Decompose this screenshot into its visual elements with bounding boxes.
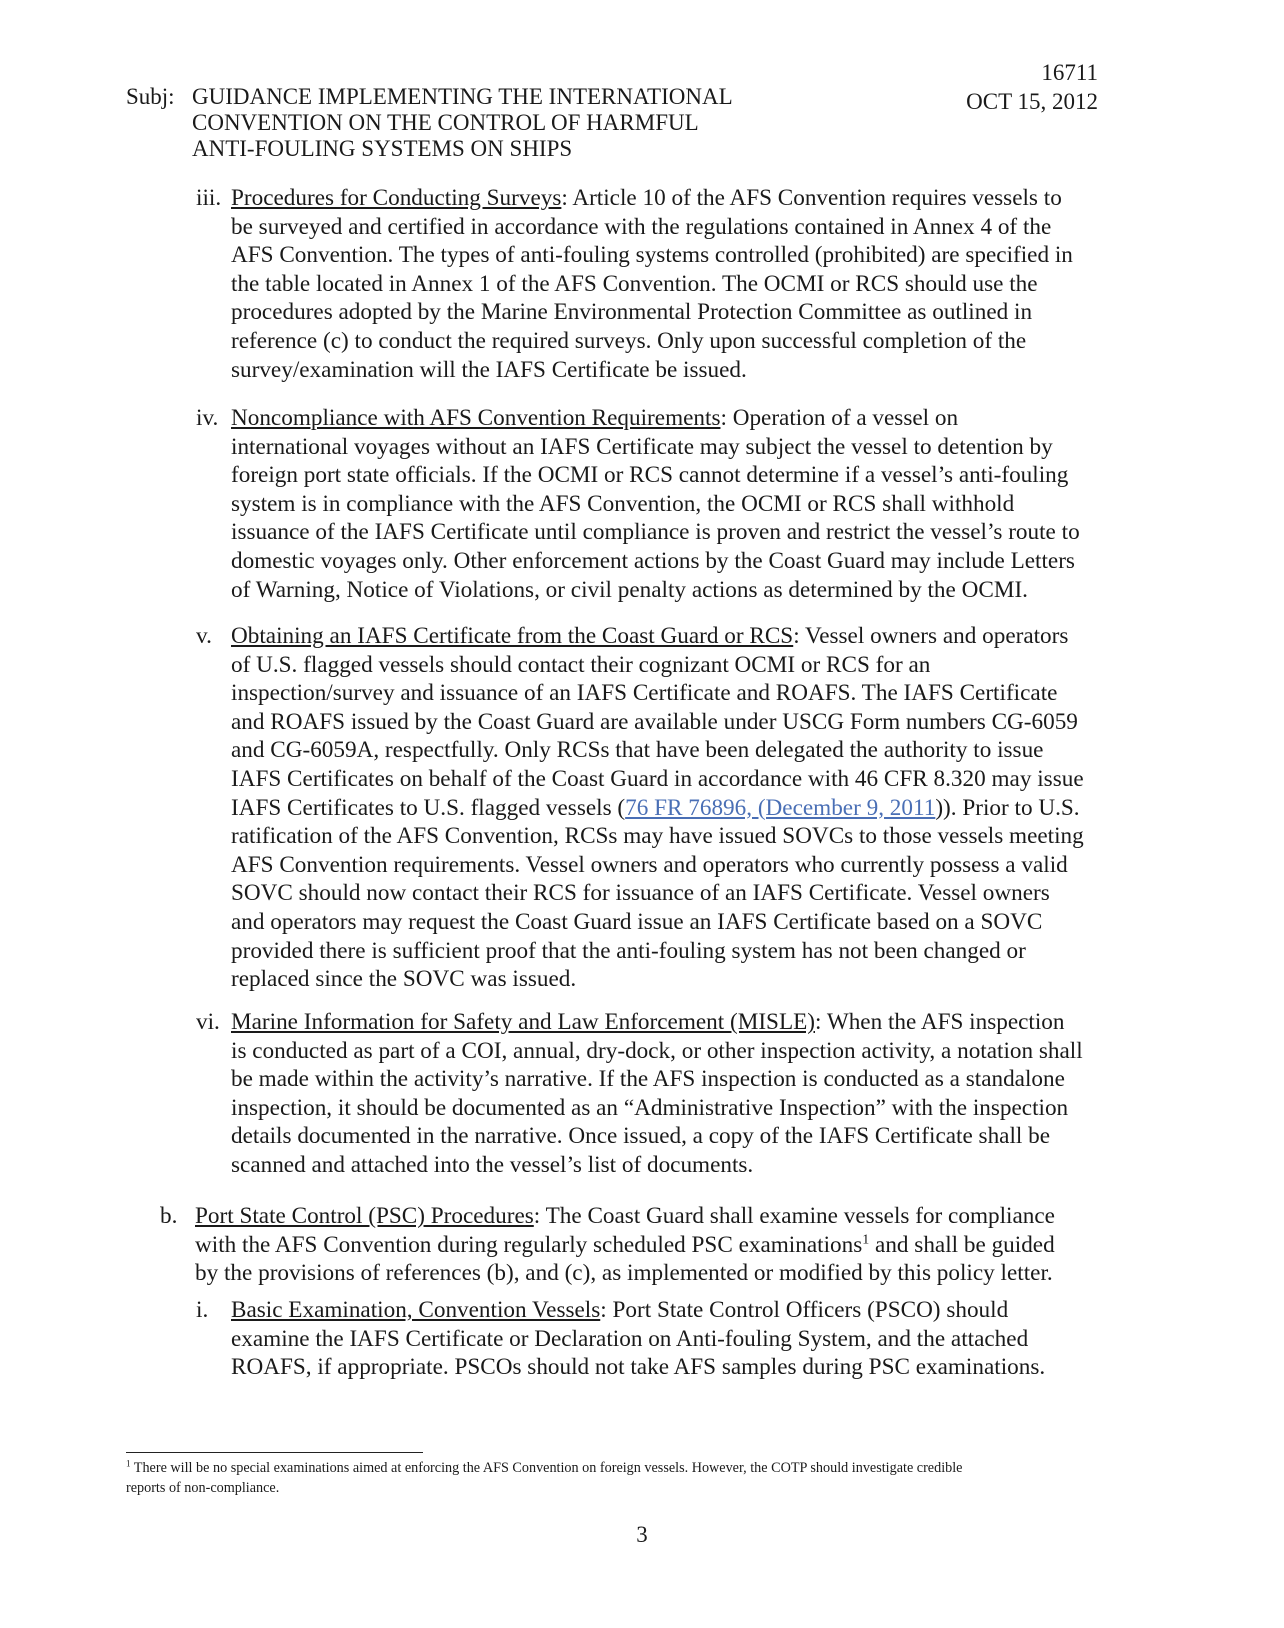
- section-heading: Noncompliance with AFS Convention Requirements: [231, 405, 721, 431]
- footnote: $^1$ There will be no special examinations aimed at enforcing the AFS Convention on foreign vessels. However, the COTP should investigate credible reports of non-compliance.: [126, 1458, 963, 1496]
- section-marker: i.: [196, 1297, 209, 1323]
- section-body: Procedures for Conducting Surveys: Article 10 of the AFS Convention requires vessels to be surveyed and certified in accordance with the regulations contained in Annex 4 of the AFS Convention. The types of anti-fouling systems controlled (prohibited) are specified in the table located in Annex 1 of the AFS Convention. The OCMI or RCS should use the procedures adopted by the Marine Environmental Protection Committee as outlined in reference (c) to conduct the required surveys. Only upon successful completion of the survey/examination will the IAFS Certificate be issued.: [231, 185, 1073, 383]
- header-right: [966, 58, 1098, 116]
- section-body: Port State Control (PSC) Procedures: The Coast Guard shall examine vessels for compliance with the AFS Convention during regularly scheduled PSC examinations$^1$ and shall be guided by the provisions of references (b), and (c), as implemented or modified by this policy letter.: [195, 1203, 1055, 1287]
- section-heading: Marine Information for Safety and Law Enforcement (MISLE): [231, 1009, 815, 1035]
- footnote-divider: [126, 1452, 423, 1453]
- section-marker: v.: [196, 623, 212, 649]
- subject-label: Subj:: [126, 84, 175, 109]
- page-number: 3: [636, 1522, 648, 1547]
- document-date: OCT 15, 2012: [966, 89, 1098, 114]
- section-body: Basic Examination, Convention Vessels: Port State Control Officers (PSCO) should examine the IAFS Certificate or Declaration on Anti-fouling System, and the attached ROAFS, if appropriate. PSCOs should not take AFS samples during PSC examinations.: [231, 1297, 1046, 1381]
- subject-line: CONVENTION ON THE CONTROL OF HARMFUL: [192, 110, 699, 135]
- section-heading: Procedures for Conducting Surveys: [231, 185, 562, 211]
- subject-line: ANTI-FOULING SYSTEMS ON SHIPS: [192, 136, 573, 161]
- section-body: Noncompliance with AFS Convention Requirements: Operation of a vessel on international voyages without an IAFS Certificate may subject the vessel to detention by foreign port state officials. If the OCMI or RCS cannot determine if a vessel’s anti-fouling system is in compliance with the AFS Convention, the OCMI or RCS shall withhold issuance of the IAFS Certificate until compliance is proven and restrict the vessel’s route to domestic voyages only. Other enforcement actions by the Coast Guard may include Letters of Warning, Notice of Violations, or civil penalty actions as determined by the OCMI.: [231, 405, 1080, 603]
- section-body: Obtaining an IAFS Certificate from the Coast Guard or RCS: Vessel owners and operators of U.S. flagged vessels should contact their cognizant OCMI or RCS for an inspection/survey and issuance of an IAFS Certificate and ROAFS. The IAFS Certificate and ROAFS issued by the Coast Guard are available under USCG Form numbers CG-6059 and CG-6059A, respectfully. Only RCSs that have been delegated the authority to issue IAFS Certificates on behalf of the Coast Guard in accordance with 46 CFR 8.320 may issue IAFS Certificates to U.S. flagged vessels (76 FR 76896, (December 9, 2011)). Prior to U.S. ratification of the AFS Convention, RCSs may have issued SOVCs to those vessels meeting AFS Convention requirements. Vessel owners and operators who currently possess a valid SOVC should now contact their RCS for issuance of an IAFS Certificate. Vessel owners and operators may request the Coast Guard issue an IAFS Certificate based on a SOVC provided there is sufficient proof that the anti-fouling system has not been changed or replaced since the SOVC was issued.: [231, 623, 1084, 993]
- section-marker: vi.: [196, 1009, 220, 1035]
- footnote-marker: 1: [126, 1458, 131, 1469]
- section-body: Marine Information for Safety and Law Enforcement (MISLE): When the AFS inspection is conducted as part of a COI, annual, dry-dock, or other inspection activity, a notation shall be made within the activity’s narrative. If the AFS inspection is conducted as a standalone inspection, it should be documented as an “Administrative Inspection” with the inspection details documented in the narrative. Once issued, a copy of the IAFS Certificate shall be scanned and attached into the vessel’s list of documents.: [231, 1009, 1083, 1178]
- section-heading: Basic Examination, Convention Vessels: [231, 1297, 601, 1323]
- section-marker: b.: [160, 1203, 178, 1229]
- subject-line: GUIDANCE IMPLEMENTING THE INTERNATIONAL: [192, 84, 733, 109]
- section-heading: Obtaining an IAFS Certificate from the Coast Guard or RCS: [231, 623, 794, 649]
- section-heading: Port State Control (PSC) Procedures: [195, 1203, 534, 1229]
- federal-register-link[interactable]: 76 FR 76896, (December 9, 2011: [625, 794, 936, 821]
- footnote-reference: 1: [862, 1231, 870, 1247]
- reference-number: 16711: [1041, 60, 1098, 85]
- section-marker: iv.: [196, 405, 219, 431]
- section-marker: iii.: [196, 185, 222, 211]
- subject-text: [192, 84, 812, 162]
